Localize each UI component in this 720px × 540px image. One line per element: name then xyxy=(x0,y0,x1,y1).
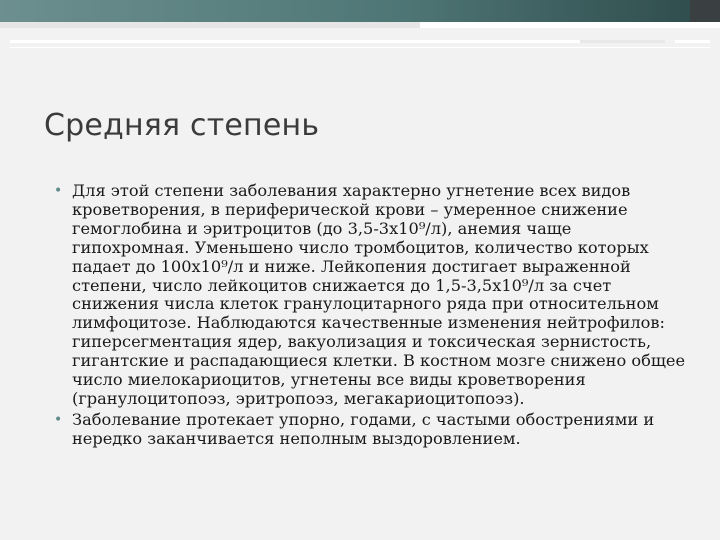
bullet-text: Для этой степени заболевания характерно угнетение всех видов кроветворения, в периферической крови – умеренное снижение гемоглобина и эритроцитов (до 3,5-3х10⁹/л), анемия чаще гипохромная. Уменьшено число тромбоцитов, количество которых падает до 100х10⁹/л и ниже. Лейкопения достигает выраженной степени, число лейкоцитов снижается до 1,5-3,5х10⁹/л за счет снижения числа клеток гранулоцитарного ряда при относительном лимфоцитозе. Наблюдаются качественные изменения нейтрофилов: гиперсегментация ядер, вакуолизация и токсическая зернистость, гигантские и распадающиеся клетки. В костном мозге снижено общее число миелокариоцитов, угнетены все виды кроветворения (гранулоцитопоэз, эритропоэз, мегакариоцитопоэз). xyxy=(72,181,686,408)
header-accent-line xyxy=(0,22,720,28)
bullet-item xyxy=(52,411,692,449)
bullet-text: Заболевание протекает упорно, годами, с частыми обострениями и нередко заканчивается неполным выздоровлением. xyxy=(72,409,655,448)
slide-title: Средняя степень xyxy=(44,108,320,143)
decor-rule-left xyxy=(10,40,580,43)
header-band-teal xyxy=(0,0,720,22)
decor-rule-right xyxy=(675,40,710,43)
decor-rule-middle xyxy=(580,40,665,43)
bullet-icon: • xyxy=(54,411,63,428)
decor-rule-thin xyxy=(10,47,710,48)
slide-content xyxy=(52,182,692,449)
bullet-item xyxy=(52,182,692,409)
bullet-icon: • xyxy=(54,183,63,199)
header-band xyxy=(0,0,720,22)
header-band-dark-block xyxy=(690,0,720,22)
header-accent-light xyxy=(0,22,420,28)
